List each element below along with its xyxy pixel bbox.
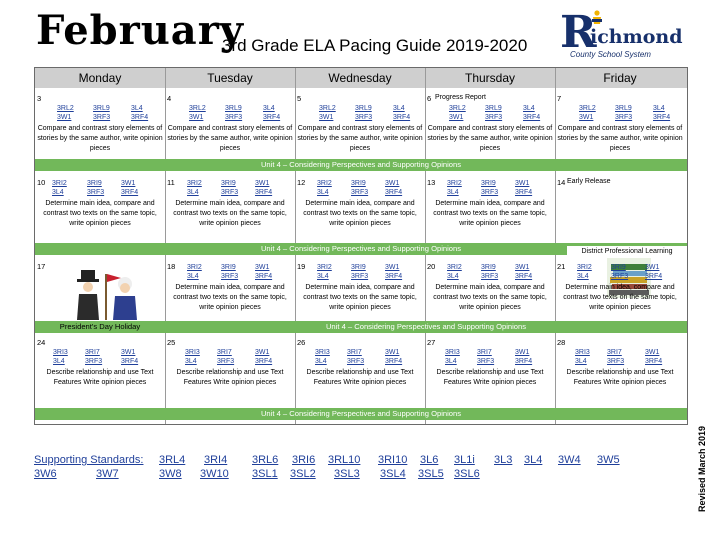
standard-code[interactable]: 3RI6 — [292, 454, 316, 466]
day-header-tuesday: Tuesday — [207, 71, 253, 85]
standard-code[interactable]: 3RF3 — [221, 273, 239, 280]
standard-code[interactable]: 3RF4 — [645, 358, 663, 365]
standard-code[interactable]: 3RI2 — [187, 264, 202, 271]
standard-code[interactable]: 3L4 — [263, 105, 275, 112]
standard-code[interactable]: 3L4 — [315, 358, 327, 365]
weekday-header — [35, 68, 687, 88]
lesson-description: Describe relationship and use Text Features Write opinion pieces — [306, 369, 414, 386]
standard-code[interactable]: 3W4 — [558, 454, 581, 466]
standard-code[interactable]: 3L4 — [523, 105, 535, 112]
supporting-standards — [34, 454, 654, 486]
standard-code[interactable]: 3L4 — [185, 358, 197, 365]
date-number: 24 — [37, 338, 46, 347]
standard-code[interactable]: 3RI2 — [447, 264, 462, 271]
standard-code[interactable]: 3L4 — [131, 105, 143, 112]
standard-code[interactable]: 3L4 — [53, 358, 65, 365]
standard-code[interactable]: 3RI9 — [87, 180, 102, 187]
standard-code[interactable]: 3RL6 — [252, 454, 279, 466]
logo-subtitle: County School System — [570, 50, 651, 59]
day-cell-feb-11 — [165, 178, 295, 242]
presidents-illustration-icon — [75, 266, 147, 322]
standard-code[interactable]: 3L4 — [187, 273, 199, 280]
day-cell-feb-25 — [165, 338, 295, 406]
day-cell-feb-19 — [295, 262, 425, 320]
supporting-standards-label: Supporting Standards: — [34, 454, 144, 466]
standard-code[interactable]: 3W1 — [255, 180, 270, 187]
day-header-monday: Monday — [78, 71, 122, 85]
standard-code[interactable]: 3L4 — [52, 189, 64, 196]
date-number: 7 — [557, 94, 562, 103]
standard-code[interactable]: 3RF3 — [481, 189, 499, 196]
standard-code[interactable]: 3RL9 — [615, 105, 632, 112]
standard-code[interactable]: 3RF4 — [523, 114, 541, 121]
standard-code[interactable]: 3RL2 — [579, 105, 596, 112]
day-cell-feb-20 — [425, 262, 555, 320]
standard-code[interactable]: 3RI9 — [221, 264, 236, 271]
standard-code[interactable]: 3RF3 — [615, 114, 633, 121]
standard-code[interactable]: 3RF3 — [347, 358, 365, 365]
standard-code[interactable]: 3RF3 — [87, 189, 105, 196]
standard-code[interactable]: 3RI2 — [577, 264, 592, 271]
standard-code[interactable]: 3RF4 — [645, 273, 663, 280]
standard-code[interactable]: 3RI3 — [185, 349, 200, 356]
date-number: 4 — [167, 94, 172, 103]
lesson-description: Describe relationship and use Text Features Write opinion pieces — [46, 369, 154, 386]
lesson-description: Compare and contrast story elements of stories by the same author, write opinion pieces — [297, 125, 423, 152]
day-cell-feb-4 — [165, 94, 295, 158]
lesson-description: Describe relationship and use Text Features Write opinion pieces — [436, 369, 544, 386]
lesson-description: Determine main idea, compare and contrast two texts on the same topic, write opinion pieces — [173, 200, 287, 227]
unit-banner: Unit 4 – Considering Perspectives and Supporting Opinions — [35, 408, 687, 420]
day-header-friday: Friday — [603, 71, 637, 85]
lesson-description: Compare and contrast story elements of stories by the same author, write opinion pieces — [37, 125, 163, 152]
date-number: 11 — [167, 178, 175, 187]
date-number: 6 — [427, 94, 432, 103]
standard-code[interactable]: 3RI3 — [445, 349, 460, 356]
day-cell-feb-24 — [35, 338, 165, 406]
standard-code[interactable]: 3RF4 — [515, 358, 533, 365]
date-number: 25 — [167, 338, 176, 347]
standard-code[interactable]: 3RF3 — [93, 114, 111, 121]
date-number: 14 — [557, 178, 566, 187]
date-number: 27 — [427, 338, 436, 347]
standard-code[interactable]: 3RI7 — [607, 349, 622, 356]
day-cell-feb-6 — [425, 94, 555, 158]
date-number: 28 — [557, 338, 566, 347]
standard-code[interactable]: 3W1 — [515, 264, 530, 271]
standard-code[interactable]: 3RF3 — [351, 189, 369, 196]
standard-code[interactable]: 3L6 — [420, 454, 439, 466]
date-number: 19 — [297, 262, 306, 271]
standard-code[interactable]: 3RI10 — [378, 454, 408, 466]
standard-code[interactable]: 3RI2 — [447, 180, 462, 187]
day-cell-feb-28 — [555, 338, 685, 406]
standard-code[interactable]: 3RF4 — [255, 273, 273, 280]
standard-code[interactable]: 3RI2 — [52, 180, 67, 187]
standard-code[interactable]: 3L4 — [575, 358, 587, 365]
standard-code[interactable]: 3W1 — [385, 349, 400, 356]
standard-code[interactable]: 3RF3 — [611, 273, 629, 280]
standard-code[interactable]: 3RF4 — [255, 358, 273, 365]
standard-code[interactable]: 3W1 — [255, 349, 270, 356]
standard-code[interactable]: 3RF4 — [515, 273, 533, 280]
standard-code[interactable]: 3W10 — [200, 468, 229, 480]
standard-code[interactable]: 3RI2 — [317, 180, 332, 187]
standard-code[interactable]: 3W1 — [385, 180, 400, 187]
standard-code[interactable]: 3SL3 — [334, 468, 360, 480]
date-number: 10 — [37, 178, 46, 187]
standard-code[interactable]: 3W1 — [579, 114, 594, 121]
standard-code[interactable]: 3SL4 — [380, 468, 406, 480]
standard-code[interactable]: 3RI7 — [347, 349, 362, 356]
standard-code[interactable]: 3RF4 — [131, 114, 149, 121]
date-number: 21 — [557, 262, 566, 271]
standard-code[interactable]: 3RF3 — [221, 189, 239, 196]
standard-code[interactable]: 3RF4 — [255, 189, 273, 196]
lesson-description: Compare and contrast story elements of stories by the same author, write opinion pieces — [427, 125, 553, 152]
standard-code[interactable]: 3RI2 — [317, 264, 332, 271]
day-cell-feb-12 — [295, 178, 425, 242]
logo-letter: R — [560, 7, 597, 58]
standard-code[interactable]: 3RL9 — [485, 105, 502, 112]
lesson-description: Compare and contrast story elements of stories by the same author, write opinion pieces — [557, 125, 683, 152]
standard-code[interactable]: 3W1 — [121, 180, 136, 187]
standard-code[interactable]: 3RL2 — [189, 105, 206, 112]
standard-code[interactable]: 3L4 — [577, 273, 589, 280]
pacing-calendar — [34, 67, 688, 425]
standard-code[interactable]: 3RL2 — [319, 105, 336, 112]
date-number: 13 — [427, 178, 436, 187]
standard-code[interactable]: 3RL9 — [225, 105, 242, 112]
standard-code[interactable]: 3RI9 — [481, 264, 496, 271]
professional-learning-note: District Professional Learning — [567, 246, 687, 258]
revised-date: Revised March 2019 — [697, 425, 707, 513]
standard-code[interactable]: 3SL6 — [454, 468, 480, 480]
standard-code[interactable]: 3L4 — [447, 189, 459, 196]
standard-code[interactable]: 3L1i — [454, 454, 475, 466]
standard-code[interactable]: 3W1 — [319, 114, 334, 121]
standard-code[interactable]: 3W1 — [449, 114, 464, 121]
standard-code[interactable]: 3RF3 — [217, 358, 235, 365]
unit-banner: Unit 4 – Considering Perspectives and Supporting Opinions — [35, 159, 687, 171]
early-release-note: Early Release — [567, 178, 611, 185]
standard-code[interactable]: 3W7 — [96, 468, 119, 480]
day-cell-feb-21 — [555, 262, 685, 320]
standard-code[interactable]: 3W6 — [34, 468, 57, 480]
date-number: 20 — [427, 262, 436, 271]
standard-code[interactable]: 3RI9 — [351, 180, 366, 187]
lesson-description: Describe relationship and use Text Features Write opinion pieces — [176, 369, 284, 386]
lesson-description: Determine main idea, compare and contrast two texts on the same topic, write opinion pieces — [43, 200, 157, 227]
lesson-description: Determine main idea, compare and contrast two texts on the same topic, write opinion pieces — [173, 284, 287, 311]
day-cell-feb-3 — [35, 94, 165, 158]
standard-code[interactable]: 3RF4 — [121, 358, 139, 365]
day-cell-feb-26 — [295, 338, 425, 406]
unit-banner: Unit 4 – Considering Perspectives and Supporting Opinions — [35, 243, 687, 255]
standard-code[interactable]: 3RI7 — [85, 349, 100, 356]
month-title: February — [36, 7, 245, 54]
standard-code[interactable]: 3RL4 — [159, 454, 186, 466]
standard-code[interactable]: 3RI9 — [221, 180, 236, 187]
date-number: 18 — [167, 262, 176, 271]
date-number: 17 — [37, 262, 46, 271]
lesson-description: Determine main idea, compare and contrast two texts on the same topic, write opinion pieces — [303, 284, 417, 311]
lesson-description: Describe relationship and use Text Features Write opinion pieces — [566, 369, 674, 386]
standard-code[interactable]: 3RF4 — [385, 358, 403, 365]
standard-code[interactable]: 3RF4 — [385, 273, 403, 280]
standard-code[interactable]: 3RI3 — [575, 349, 590, 356]
standard-code[interactable]: 3RI2 — [187, 180, 202, 187]
standard-code[interactable]: 3L4 — [317, 273, 329, 280]
standard-code[interactable]: 3RF4 — [393, 114, 411, 121]
lesson-description: Determine main idea, compare and contrast two texts on the same topic, write opinion pieces — [433, 200, 547, 227]
standard-code[interactable]: 3SL2 — [290, 468, 316, 480]
standard-code[interactable]: 3W1 — [385, 264, 400, 271]
day-cell-feb-18 — [165, 262, 295, 320]
day-cell-feb-10 — [35, 178, 165, 242]
standard-code[interactable]: 3RI3 — [53, 349, 68, 356]
day-header-thursday: Thursday — [464, 71, 516, 85]
standard-code[interactable]: 3W1 — [255, 264, 270, 271]
progress-report-note: Progress Report — [435, 94, 486, 101]
standard-code[interactable]: 3RF3 — [355, 114, 373, 121]
standard-code[interactable]: 3RL2 — [57, 105, 74, 112]
date-number: 26 — [297, 338, 306, 347]
standard-code[interactable]: 3L4 — [653, 105, 665, 112]
district-logo — [558, 7, 684, 64]
standard-code[interactable]: 3RL10 — [328, 454, 361, 466]
date-number: 12 — [297, 178, 306, 187]
standard-code[interactable]: 3RF3 — [607, 358, 625, 365]
revised-note — [688, 420, 716, 520]
standard-code[interactable]: 3L4 — [393, 105, 405, 112]
logo-word: ichmond — [590, 26, 683, 48]
standard-code[interactable]: 3W1 — [57, 114, 72, 121]
standard-code[interactable]: 3RF4 — [385, 189, 403, 196]
standard-code[interactable]: 3RI9 — [481, 180, 496, 187]
standard-code[interactable]: 3W1 — [515, 180, 530, 187]
standard-code[interactable]: 3W1 — [645, 349, 660, 356]
standard-code[interactable]: 3L4 — [524, 454, 543, 466]
page-title: 3rd Grade ELA Pacing Guide 2019-2020 — [222, 36, 528, 55]
standard-code[interactable]: 3RI7 — [477, 349, 492, 356]
date-number: 5 — [297, 94, 302, 103]
lesson-description: Compare and contrast story elements of stories by the same author, write opinion pieces — [167, 125, 293, 152]
standard-code[interactable]: 3W1 — [189, 114, 204, 121]
standard-code[interactable]: 3RF4 — [263, 114, 281, 121]
lesson-description: Determine main idea, compare and contrast two texts on the same topic, write opinion pieces — [433, 284, 547, 311]
date-number: 3 — [37, 94, 42, 103]
day-cell-feb-14 — [555, 178, 685, 242]
standard-code[interactable]: 3RF3 — [351, 273, 369, 280]
standard-code[interactable]: 3RF4 — [515, 189, 533, 196]
lesson-description: Determine main idea, compare and contrast two texts on the same topic, write opinion pieces — [563, 284, 677, 311]
standard-code[interactable]: 3RF3 — [225, 114, 243, 121]
standard-code[interactable]: 3L4 — [317, 189, 329, 196]
standard-code[interactable]: 3L4 — [187, 189, 199, 196]
standard-code[interactable]: 3RF4 — [121, 189, 139, 196]
standard-code[interactable]: 3W8 — [159, 468, 182, 480]
standard-code[interactable]: 3RF4 — [653, 114, 671, 121]
unit-banner: Unit 4 – Considering Perspectives and Supporting Opinions — [165, 321, 687, 333]
presidents-day-banner: President's Day Holiday — [35, 321, 165, 333]
standard-code[interactable]: 3L4 — [447, 273, 459, 280]
standard-code[interactable]: 3RI9 — [611, 264, 626, 271]
standard-code[interactable]: 3W1 — [645, 264, 660, 271]
standard-code[interactable]: 3RF3 — [85, 358, 103, 365]
standard-code[interactable]: 3RF3 — [481, 273, 499, 280]
standard-code[interactable]: 3RL9 — [93, 105, 110, 112]
standard-code[interactable]: 3RF3 — [485, 114, 503, 121]
standard-code[interactable]: 3RL9 — [355, 105, 372, 112]
standard-code[interactable]: 3SL1 — [252, 468, 278, 480]
standard-code[interactable]: 3W5 — [597, 454, 620, 466]
standard-code[interactable]: 3W1 — [515, 349, 530, 356]
standard-code[interactable]: 3RI9 — [351, 264, 366, 271]
standard-code[interactable]: 3RF3 — [477, 358, 495, 365]
day-cell-feb-5 — [295, 94, 425, 158]
day-cell-feb-27 — [425, 338, 555, 406]
standard-code[interactable]: 3RL2 — [449, 105, 466, 112]
standard-code[interactable]: 3RI4 — [204, 454, 228, 466]
standard-code[interactable]: 3RI7 — [217, 349, 232, 356]
day-cell-feb-7 — [555, 94, 685, 158]
standard-code[interactable]: 3L3 — [494, 454, 513, 466]
standard-code[interactable]: 3L4 — [445, 358, 457, 365]
lesson-description: Determine main idea, compare and contrast two texts on the same topic, write opinion pieces — [303, 200, 417, 227]
standard-code[interactable]: 3RI3 — [315, 349, 330, 356]
standard-code[interactable]: 3SL5 — [418, 468, 444, 480]
standard-code[interactable]: 3W1 — [121, 349, 136, 356]
day-header-wednesday: Wednesday — [328, 71, 392, 85]
day-cell-feb-13 — [425, 178, 555, 242]
